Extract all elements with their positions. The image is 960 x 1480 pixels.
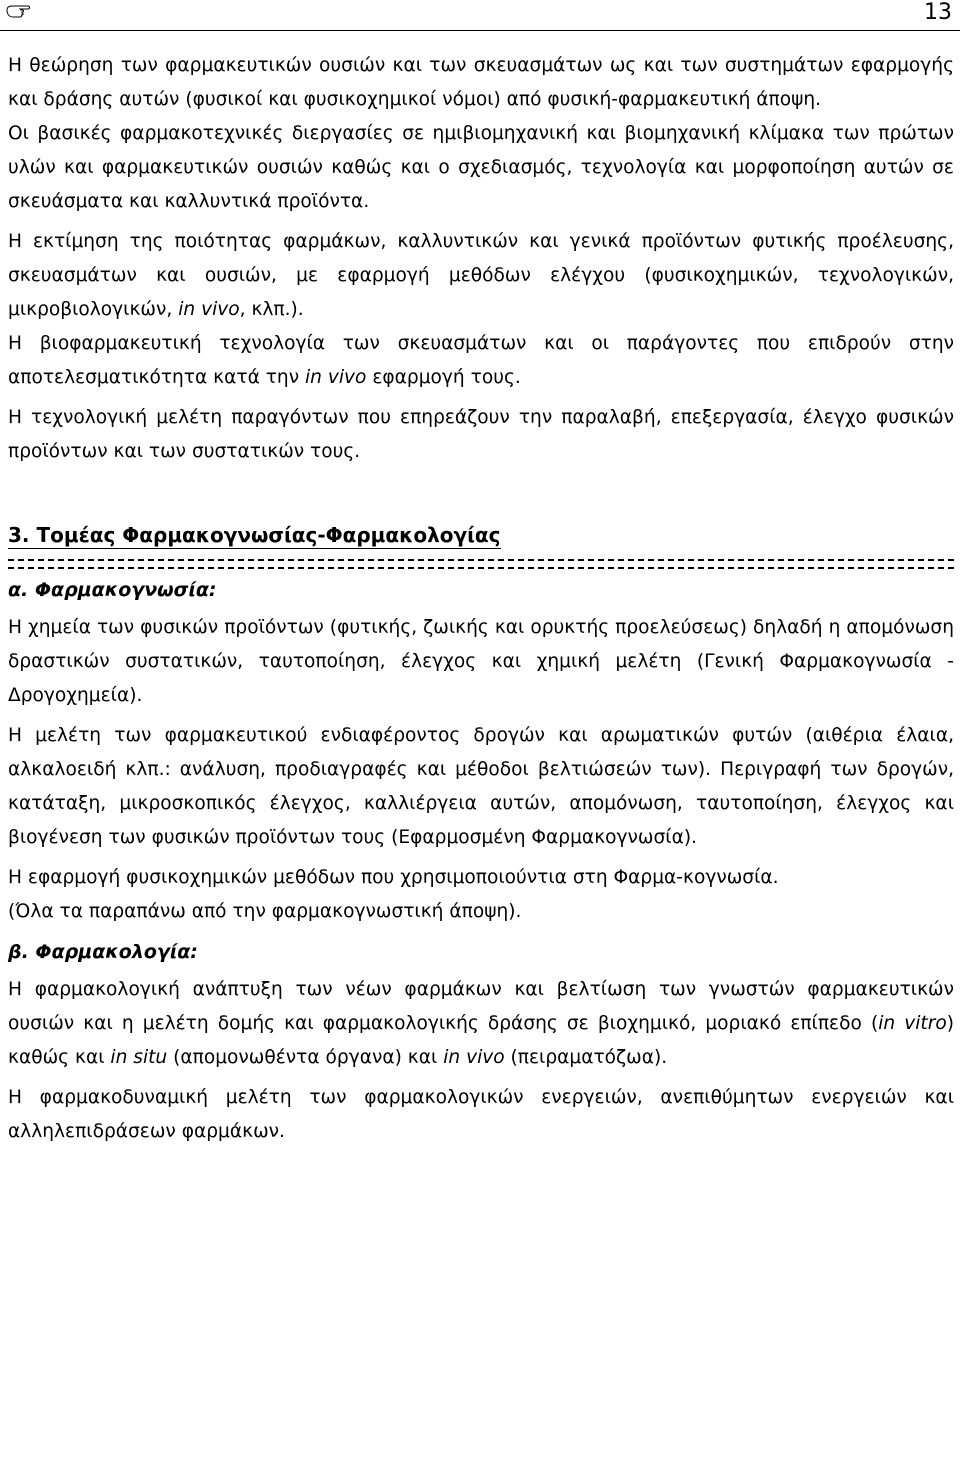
paragraph-physicochemical-methods: Η εφαρμογή φυσικοχημικών μεθόδων που χρησιμοποιούντια στη Φαρμα-κογνωσία. (8, 867, 779, 888)
subsection-pharmacognosy-heading: α. Φαρμακογνωσία: (8, 579, 217, 601)
paragraph-biopharmaceutics: Η βιοφαρμακευτική τεχνολογία των σκευασμάτων και οι παράγοντες που επιδρούν στην αποτελεσματικότητα κατά την in vivo εφαρμογή τους. (8, 333, 954, 388)
paragraph-pharmaceutical-processes: Οι βασικές φαρμακοτεχνικές διεργασίες σε ημιβιομηχανική και βιομηχανική κλίμακα των πρώτων υλών και φαρμακευτικών ουσιών καθώς και ο σχεδιασμός, τεχνολογία και μορφοποίηση αυτών σε σκευάσματα και καλλυντικά προϊόντα. (8, 123, 954, 212)
paragraph-physical-pharmacy: Η θεώρηση των φαρμακευτικών ουσιών και των σκευασμάτων ως και των συστημάτων εφαρμογής και δράσης αυτών (φυσικοί και φυσικοχημικοί νόμοι) από φυσική-φαρμακευτική άποψη. (8, 55, 954, 110)
paragraph-pharmacological-development: Η φαρμακολογική ανάπτυξη των νέων φαρμάκων και βελτίωση των γνωστών φαρμακευτικών ουσιών και η μελέτη δομής και φαρμακολογικής δράσης σε βιοχημικό, μοριακό επίπεδο (in vitro) καθώς και in situ (απομονωθέντα όργανα) και in vivo (πειραματόζωα). (8, 979, 954, 1068)
subsection-pharmacology-heading: β. Φαρμακολογία: (8, 941, 198, 963)
main-content (8, 49, 954, 1155)
paragraph-pharmacodynamics: Η φαρμακοδυναμική μελέτη των φαρμακολογικών ενεργειών, ανεπιθύμητων ενεργειών και αλληλεπιδράσεων φαρμάκων. (8, 1087, 954, 1142)
paragraph-natural-products-chemistry: Η χημεία των φυσικών προϊόντων (φυτικής, ζωικής και ορυκτής προελεύσεως) δηλαδή η απομόνωση δραστικών συστατικών, ταυτοποίηση, έλεγχος και χημική μελέτη (Γενική Φαρμακογνωσία - Δρογοχημεία). (8, 617, 954, 706)
paragraph-quality-assessment: Η εκτίμηση της ποιότητας φαρμάκων, καλλυντικών και γενικά προϊόντων φυτικής προέλευσης, σκευασμάτων και ουσιών, με εφαρμογή μεθόδων ελέγχου (φυσικοχημικών, τεχνολογικών, μικροβιολογικών, in vivo, κλπ.). (8, 231, 954, 320)
pointing-hand-icon (6, 2, 36, 18)
paragraph-pharmacognostic-note: (Όλα τα παραπάνω από την φαρμακογνωστική άποψη). (8, 901, 522, 922)
paragraph-technological-study: Η τεχνολογική μελέτη παραγόντων που επηρεάζουν την παραλαβή, επεξεργασία, έλεγχο φυσικών προϊόντων και των συστατικών τους. (8, 407, 954, 462)
section-3-heading: 3. Τομέας Φαρμακογνωσίας-Φαρμακολογίας (8, 523, 501, 547)
page-number: 13 (924, 0, 952, 25)
page-header (0, 0, 960, 34)
header-rule (0, 30, 960, 31)
section-divider (8, 559, 954, 569)
paragraph-drug-study: Η μελέτη των φαρμακευτικού ενδιαφέροντος δρογών και αρωματικών φυτών (αιθέρια έλαια, αλκαλοειδή κλπ.: ανάλυση, προδιαγραφές και μέθοδοι βελτιώσεών των). Περιγραφή των δρογών, κατάταξη, μικροσκοπικός έλεγχος, καλλιέργεια αυτών, απομόνωση, ταυτοποίηση, έλεγχος και βιογένεση των φυσικών προϊόντων τους (Εφαρμοσμένη Φαρμακογνωσία). (8, 725, 954, 848)
